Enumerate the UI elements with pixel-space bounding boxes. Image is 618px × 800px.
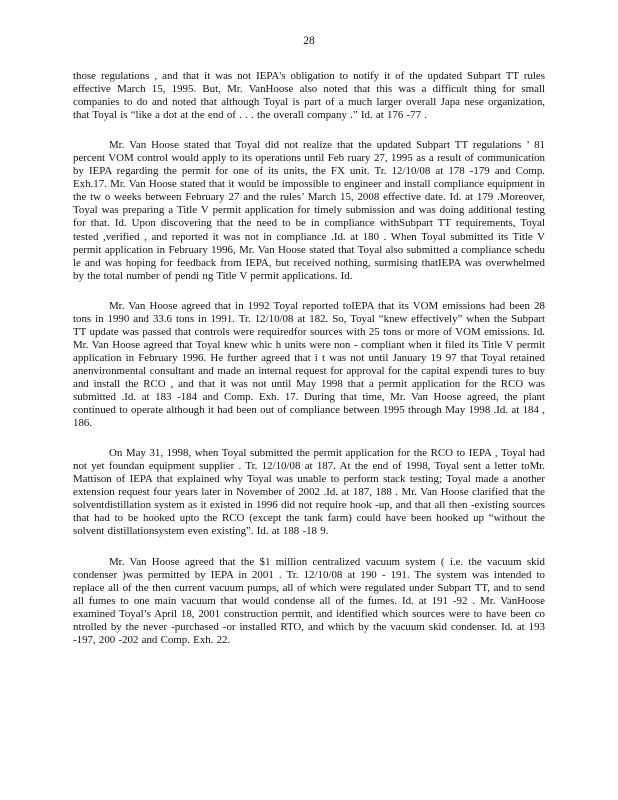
page-number: 28 (303, 35, 315, 47)
body-text (73, 70, 545, 664)
paragraph-4: On May 31, 1998, when Toyal submitted the permit application for the RCO to IEPA , Toyal had not yet foundan equipment supplier . Tr. 12/10/08 at 187. At the end of 1998, Toyal sent a letter toMr. Mattison of IEPA that explained why Toyal was unable to perform stack testing; Toyal made a another extension request four years later in November of 2002 .Id. at 187, 188 . Mr. Van Hoose clarified that the solventdistillation system as it existed in 1996 did not require hook -up, and that all then -existing sources that had to be hooked upto the RCO (except the tank farm) could have been hooked up “without the solvent distillationsystem even existing”. Id. at 188 -18 9. (73, 447, 545, 538)
paragraph-2: Mr. Van Hoose stated that Toyal did not realize that the updated Subpart TT regulations ’ 81 percent VOM control would apply to its operations until Feb ruary 27, 1995 as a result of communication by IEPA regarding the permit for one of its units, the FX unit. Tr. 12/10/08 at 178 -179 and Comp. Exh.17. Mr. Van Hoose stated that it would be impossible to engineer and install compliance equipment in the tw o weeks between February 27 and the rules’ March 15, 2008 effective date. Id. at 179 .Moreover, Toyal was preparing a Title V permit application for timely submission and was doing additional testing for that. Id. Upon discovering that the need to be in compliance withSubpart TT requirements, Toyal tested ,verified , and reported it was not in compliance .Id. at 180 . When Toyal submitted its Title V permit application in February 1996, Mr. Van Hoose stated that Toyal also submitted a compliance schedu le and was hoping for feedback from IEPA, but received nothing, surmising thatIEPA was overwhelmed by the total number of pendi ng Title V permit applications. Id. (73, 139, 545, 282)
paragraph-5: Mr. Van Hoose agreed that the $1 million centralized vacuum system ( i.e. the vacuum skid condenser )was permitted by IEPA in 2001 . Tr. 12/10/08 at 190 - 191. The system was intended to replace all of the then current vacuum pumps, all of which were regulated under Subpart TT, and to send all fumes to one main vacuum that would condense all of the fumes. Id. at 191 -92 . Mr. VanHoose examined Toyal’s April 18, 2001 construction permit, and identified which sources were to have been co ntrolled by the never -purchased -or installed RTO, and which by the vacuum skid condenser. Id. at 193 -197, 200 -202 and Comp. Exh. 22. (73, 555, 545, 646)
paragraph-1: those regulations , and that it was not IEPA's obligation to notify it of the updated Subpart TT rules effective March 15, 1995. But, Mr. VanHoose also noted that this was a difficult thing for small companies to do and noted that although Toyal is part of a much larger overall Japa nese organization, that Toyal is “like a dot at the end of . . . the overall company .” Id. at 176 -77 . (73, 70, 545, 122)
paragraph-3: Mr. Van Hoose agreed that in 1992 Toyal reported toIEPA that its VOM emissions had been 28 tons in 1990 and 33.6 tons in 1991. Tr. 12/10/08 at 182. So, Toyal “knew effectively” when the Subpart TT update was passed that controls were requiredfor sources with 25 tons or more of VOM emissions. Id. Mr. Van Hoose agreed that Toyal knew whic h units were non - compliant when it filed its Title V permit application in February 1996. He further agreed that i t was not until January 19 97 that Toyal retained anenvironmental consultant and made an internal request for approval for the capital expendi tures to buy and install the RCO , and that it was not until May 1998 that a permit application for the RCO was submitted .Id. at 183 -184 and Comp. Exh. 17. During that time, Mr. Van Hoose agreed, the plant continued to operate although it had been out of compliance between 1995 through May 1998 .Id. at 184 , 186. (73, 299, 545, 430)
